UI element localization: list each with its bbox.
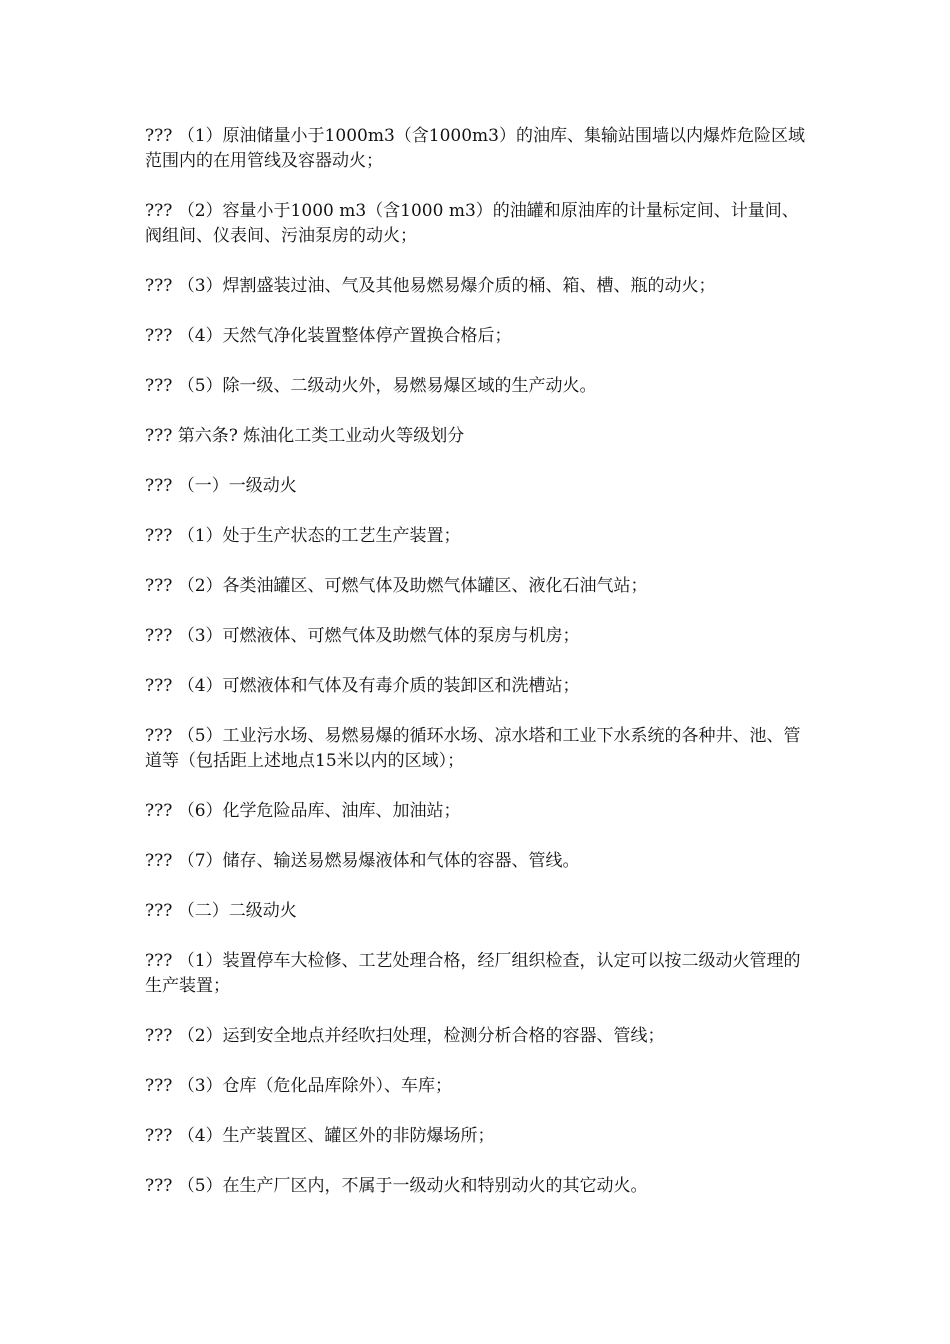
paragraph: ??? （3）仓库（危化品库除外）、车库； [145,1076,453,1096]
subsection-heading: ??? （二）二级动火 [145,901,297,921]
paragraph: ??? （3）可燃液体、可燃气体及助燃气体的泵房与机房； [145,626,580,646]
paragraph: ??? （3）焊割盛装过油、气及其他易燃易爆介质的桶、箱、槽、瓶的动火； [145,276,716,296]
paragraph: ??? （1）处于生产状态的工艺生产装置； [145,526,461,546]
section-heading: ??? 第六条? 炼油化工类工业动火等级划分 [145,426,465,446]
paragraph: ??? （4）天然气净化装置整体停产置换合格后； [145,326,512,346]
paragraph: ??? （2）各类油罐区、可燃气体及助燃气体罐区、液化石油气站； [145,576,648,596]
document-body [145,124,815,1224]
paragraph: ??? （4）生产装置区、罐区外的非防爆场所； [145,1126,495,1146]
paragraph: ??? （5）除一级、二级动火外，易燃易爆区域的生产动火。 [145,376,597,396]
paragraph: ??? （5）在生产厂区内，不属于一级动火和特别动火的其它动火。 [145,1176,648,1196]
paragraph: ??? （7）储存、输送易燃易爆液体和气体的容器、管线。 [145,851,580,871]
paragraph: ??? （1）装置停车大检修、工艺处理合格，经厂组织检查，认定可以按二级动火管理的生产装置； [145,951,801,996]
paragraph: ??? （2）运到安全地点并经吹扫处理，检测分析合格的容器、管线； [145,1026,665,1046]
paragraph: ??? （6）化学危险品库、油库、加油站； [145,801,461,821]
paragraph: ??? （1）原油储量小于1000m3（含1000m3）的油库、集输站围墙以内爆炸危险区域范围内的在用管线及容器动火； [145,126,805,171]
paragraph: ??? （5）工业污水场、易燃易爆的循环水场、凉水塔和工业下水系统的各种井、池、管道等（包括距上述地点15米以内的区域）； [145,726,801,771]
paragraph: ??? （4）可燃液体和气体及有毒介质的装卸区和洗槽站； [145,676,580,696]
subsection-heading: ??? （一）一级动火 [145,476,297,496]
paragraph: ??? （2）容量小于1000 m3（含1000 m3）的油罐和原油库的计量标定间、计量间、阀组间、仪表间、污油泵房的动火； [145,201,799,246]
